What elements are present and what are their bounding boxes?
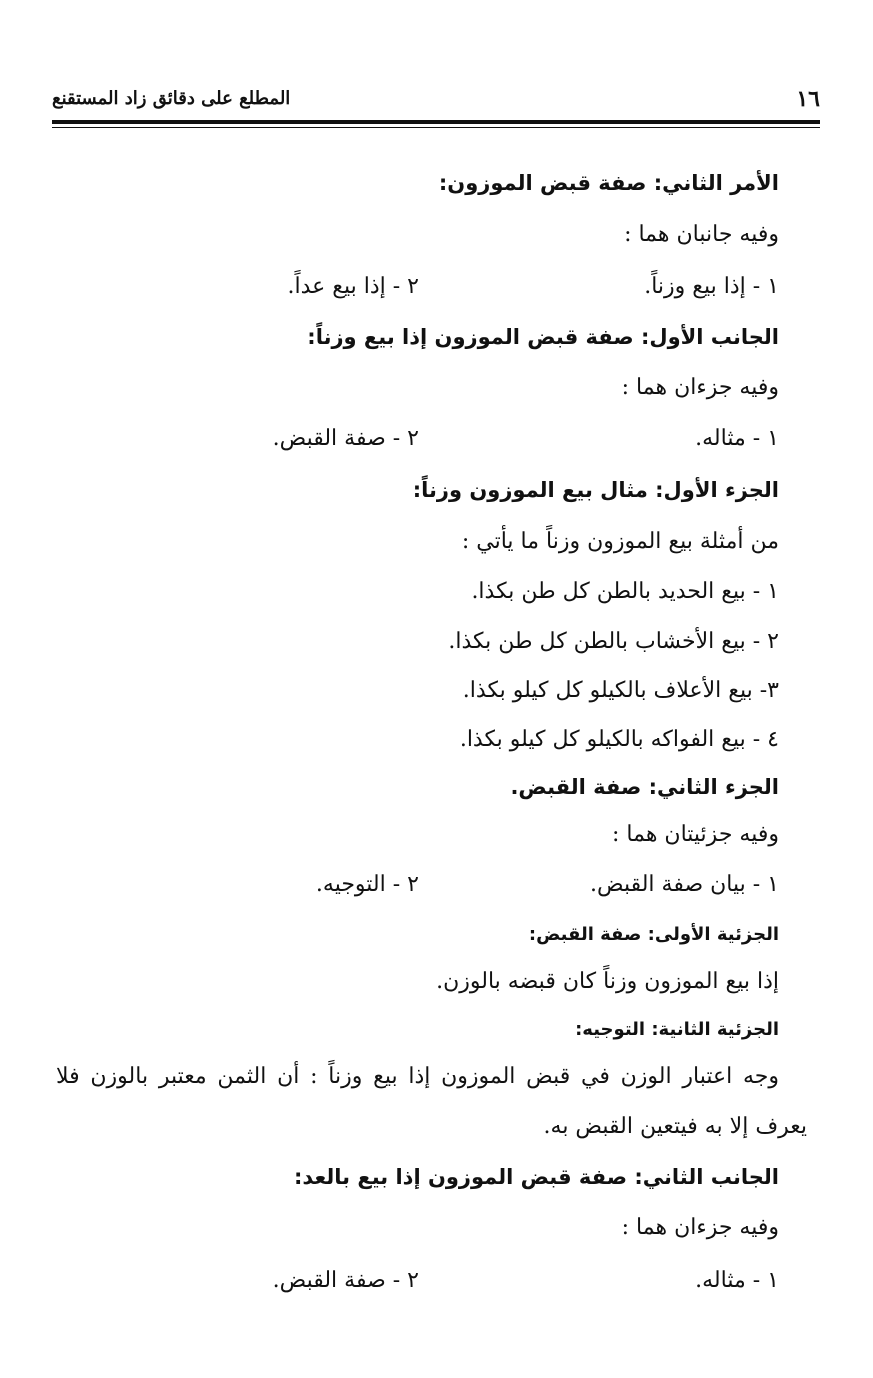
- heading-janib-awwal: الجانب الأول: صفة قبض الموزون إذا بيع وزناً:: [307, 325, 779, 349]
- example-item: ٤ - بيع الفواكه بالكيلو كل كيلو بكذا.: [459, 727, 779, 752]
- heading-juz-awwal: الجزء الأول: مثال بيع الموزون وزناً:: [412, 478, 779, 502]
- heading-juz-thani: الجزء الثاني: صفة القبض.: [510, 775, 779, 799]
- list-juzan-2: [219, 1266, 779, 1296]
- running-head: [52, 86, 820, 112]
- heading-juziya-ula: الجزئية الأولى: صفة القبض:: [528, 924, 779, 945]
- list-juziyatan: [219, 870, 779, 900]
- paragraph-juziyatan: وفيه جزئيتان هما :: [612, 822, 779, 847]
- list-item: ١ - بيان صفة القبض.: [590, 872, 779, 897]
- list-item: ٢ - صفة القبض.: [272, 426, 419, 451]
- paragraph-wajh-line2: يعرف إلا به فيتعين القبض به.: [543, 1114, 807, 1139]
- list-item: ٢ - إذا بيع عداً.: [287, 274, 419, 299]
- list-item: ١ - مثاله.: [695, 426, 779, 451]
- header-rule-thin: [52, 127, 820, 128]
- paragraph-qabd: إذا بيع الموزون وزناً كان قبضه بالوزن.: [436, 969, 779, 994]
- example-item: ٢ - بيع الأخشاب بالطن كل طن بكذا.: [448, 629, 779, 654]
- list-item: ٢ - التوجيه.: [315, 872, 419, 897]
- paragraph-juzan: وفيه جزءان هما :: [621, 375, 779, 400]
- heading-amr-thani: الأمر الثاني: صفة قبض الموزون:: [438, 171, 779, 195]
- list-item: ١ - إذا بيع وزناً.: [644, 274, 779, 299]
- heading-janib-thani: الجانب الثاني: صفة قبض الموزون إذا بيع بالعد:: [294, 1165, 779, 1189]
- heading-juziya-thaniya: الجزئية الثانية: التوجيه:: [575, 1019, 779, 1040]
- example-item: ٣- بيع الأعلاف بالكيلو كل كيلو بكذا.: [462, 678, 779, 703]
- list-item: ١ - مثاله.: [695, 1268, 779, 1293]
- book-title: المطلع على دقائق زاد المستقنع: [52, 88, 291, 109]
- list-janiban: [219, 272, 779, 302]
- page-number: ١٦: [796, 86, 820, 112]
- paragraph-wajh-line1: وجه اعتبار الوزن في قبض الموزون إذا بيع وزناً : أن الثمن معتبر بالوزن فلا: [56, 1064, 779, 1089]
- paragraph-janiban: وفيه جانبان هما :: [624, 222, 779, 247]
- example-item: ١ - بيع الحديد بالطن كل طن بكذا.: [471, 579, 779, 604]
- list-item: ٢ - صفة القبض.: [272, 1268, 419, 1293]
- header-rule-thick: [52, 120, 820, 124]
- paragraph-amthila: من أمثلة بيع الموزون وزناً ما يأتي :: [461, 529, 779, 554]
- paragraph-juzan-2: وفيه جزءان هما :: [621, 1215, 779, 1240]
- list-juzan: [219, 424, 779, 454]
